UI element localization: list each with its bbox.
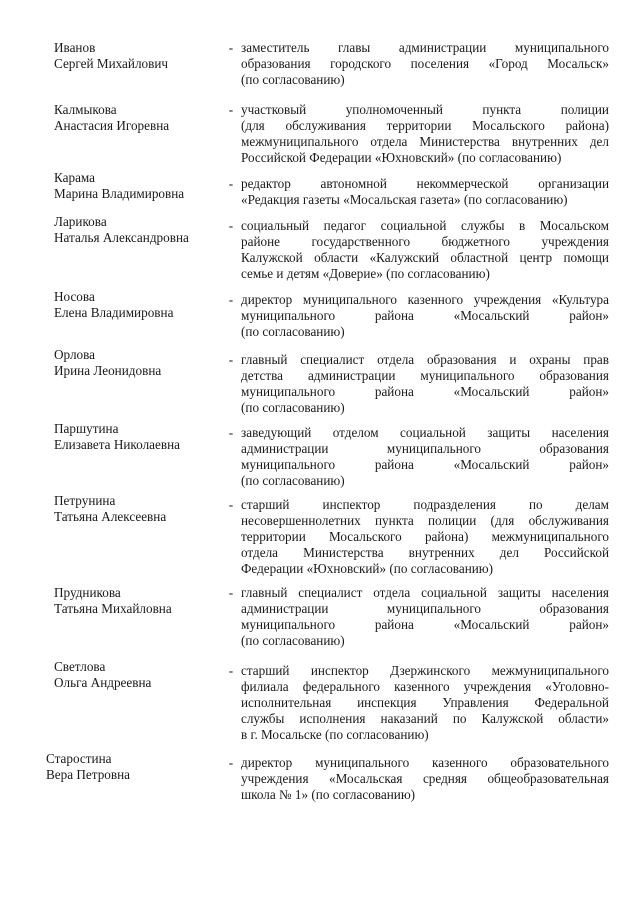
member-surname: Калмыкова [54,102,117,117]
member-name [54,214,224,246]
dash-separator: - [228,425,234,440]
member-name [54,493,224,525]
dash-separator: - [228,176,234,191]
member-position [241,176,609,208]
position-line: школа № 1» (по согласованию) [241,787,416,802]
position-line: детства администрации муниципального образования [241,368,609,383]
member-given-names: Татьяна Михайловна [54,601,172,616]
position-line: службы исполнения наказаний по Калужской области» [241,711,609,726]
position-line: главный специалист отдела социальной защиты населения [241,585,609,600]
position-line: директор муниципального казенного образовательного [241,755,609,770]
member-surname: Светлова [54,659,106,674]
member-position [241,292,609,340]
dash-separator: - [228,497,234,512]
position-line: социальный педагог социальной службы в Мосальском [241,218,609,233]
position-line: старший инспектор подразделения по делам [241,497,609,512]
member-position [241,40,609,88]
member-surname: Иванов [54,40,96,55]
position-line: муниципального района «Мосальский район» [241,617,609,632]
position-line: (по согласованию) [241,324,345,339]
position-line: муниципального района «Мосальский район» [241,308,609,323]
member-name [46,751,216,783]
dash-separator: - [228,352,234,367]
position-line: семье и детям «Доверие» (по согласованию) [241,266,490,281]
member-name [54,289,224,321]
dash-separator: - [228,292,234,307]
position-line: межмуниципального отдела Министерства внутренних дел [241,134,609,149]
position-line: Российской Федерации «Юхновский» (по согласованию) [241,150,562,165]
position-line: образования городского поселения «Город Мосальск» [241,56,609,71]
position-line: муниципального района «Мосальский район» [241,384,609,399]
member-name [54,659,224,691]
member-position [241,218,609,282]
position-line: Калужской области «Калужский областной центр помощи [241,250,609,265]
position-line: (по согласованию) [241,72,345,87]
member-position [241,425,609,489]
position-line: территории Мосальского района) межмуниципального [241,529,609,544]
position-line: главный специалист отдела образования и охраны прав [241,352,609,367]
member-given-names: Елизавета Николаевна [54,437,180,452]
member-given-names: Сергей Михайлович [54,56,169,71]
dash-separator: - [228,663,234,678]
position-line: учреждения «Мосальская средняя общеобразовательная [241,771,609,786]
position-line: заместитель главы администрации муниципального [241,40,609,55]
position-line: в г. Мосальске (по согласованию) [241,727,429,742]
dash-separator: - [228,218,234,233]
position-line: районе государственного бюджетного учреждения [241,234,609,249]
member-name [54,585,224,617]
position-line: (по согласованию) [241,473,345,488]
member-surname: Паршутина [54,421,119,436]
member-surname: Петрунина [54,493,116,508]
member-name [54,347,224,379]
member-position [241,755,609,803]
position-line: (для обслуживания территории Мосальского района) [241,118,609,133]
dash-separator: - [228,585,234,600]
dash-separator: - [228,40,234,55]
member-position [241,663,609,743]
position-line: директор муниципального казенного учреждения «Культура [241,292,609,307]
member-given-names: Ирина Леонидовна [54,363,162,378]
position-line: отдела Министерства внутренних дел Российской [241,545,609,560]
position-line: администрации муниципального образования [241,601,609,616]
member-surname: Карама [54,170,96,185]
member-position [241,102,609,166]
position-line: муниципального района «Мосальский район» [241,457,609,472]
dash-separator: - [228,755,234,770]
member-given-names: Татьяна Алексеевна [54,509,167,524]
position-line: старший инспектор Дзержинского межмуниципального [241,663,609,678]
dash-separator: - [228,102,234,117]
member-surname: Прудникова [54,585,121,600]
position-line: Федерации «Юхновский» (по согласованию) [241,561,494,576]
position-line: несовершеннолетних пункта полиции (для обслуживания [241,513,609,528]
member-given-names: Ольга Андреевна [54,675,152,690]
member-name [54,421,224,453]
member-position [241,352,609,416]
member-given-names: Наталья Александровна [54,230,189,245]
member-position [241,585,609,649]
member-name [54,102,224,134]
member-name [54,170,224,202]
member-position [241,497,609,577]
member-surname: Ларикова [54,214,107,229]
position-line: участковый уполномоченный пункта полиции [241,102,609,117]
member-name [54,40,224,72]
position-line: (по согласованию) [241,633,345,648]
member-given-names: Вера Петровна [46,767,131,782]
position-line: (по согласованию) [241,400,345,415]
position-line: редактор автономной некоммерческой организации [241,176,609,191]
position-line: администрации муниципального образования [241,441,609,456]
member-surname: Носова [54,289,95,304]
position-line: «Редакция газеты «Мосальская газета» (по согласованию) [241,192,568,207]
position-line: исполнительная инспекция Управления Федеральной [241,695,609,710]
position-line: заведующий отделом социальной защиты населения [241,425,609,440]
member-given-names: Анастасия Игоревна [54,118,170,133]
position-line: филиала федерального казенного учреждения «Уголовно- [241,679,609,694]
member-surname: Орлова [54,347,96,362]
member-surname: Старостина [46,751,112,766]
member-given-names: Марина Владимировна [54,186,185,201]
member-given-names: Елена Владимировна [54,305,174,320]
